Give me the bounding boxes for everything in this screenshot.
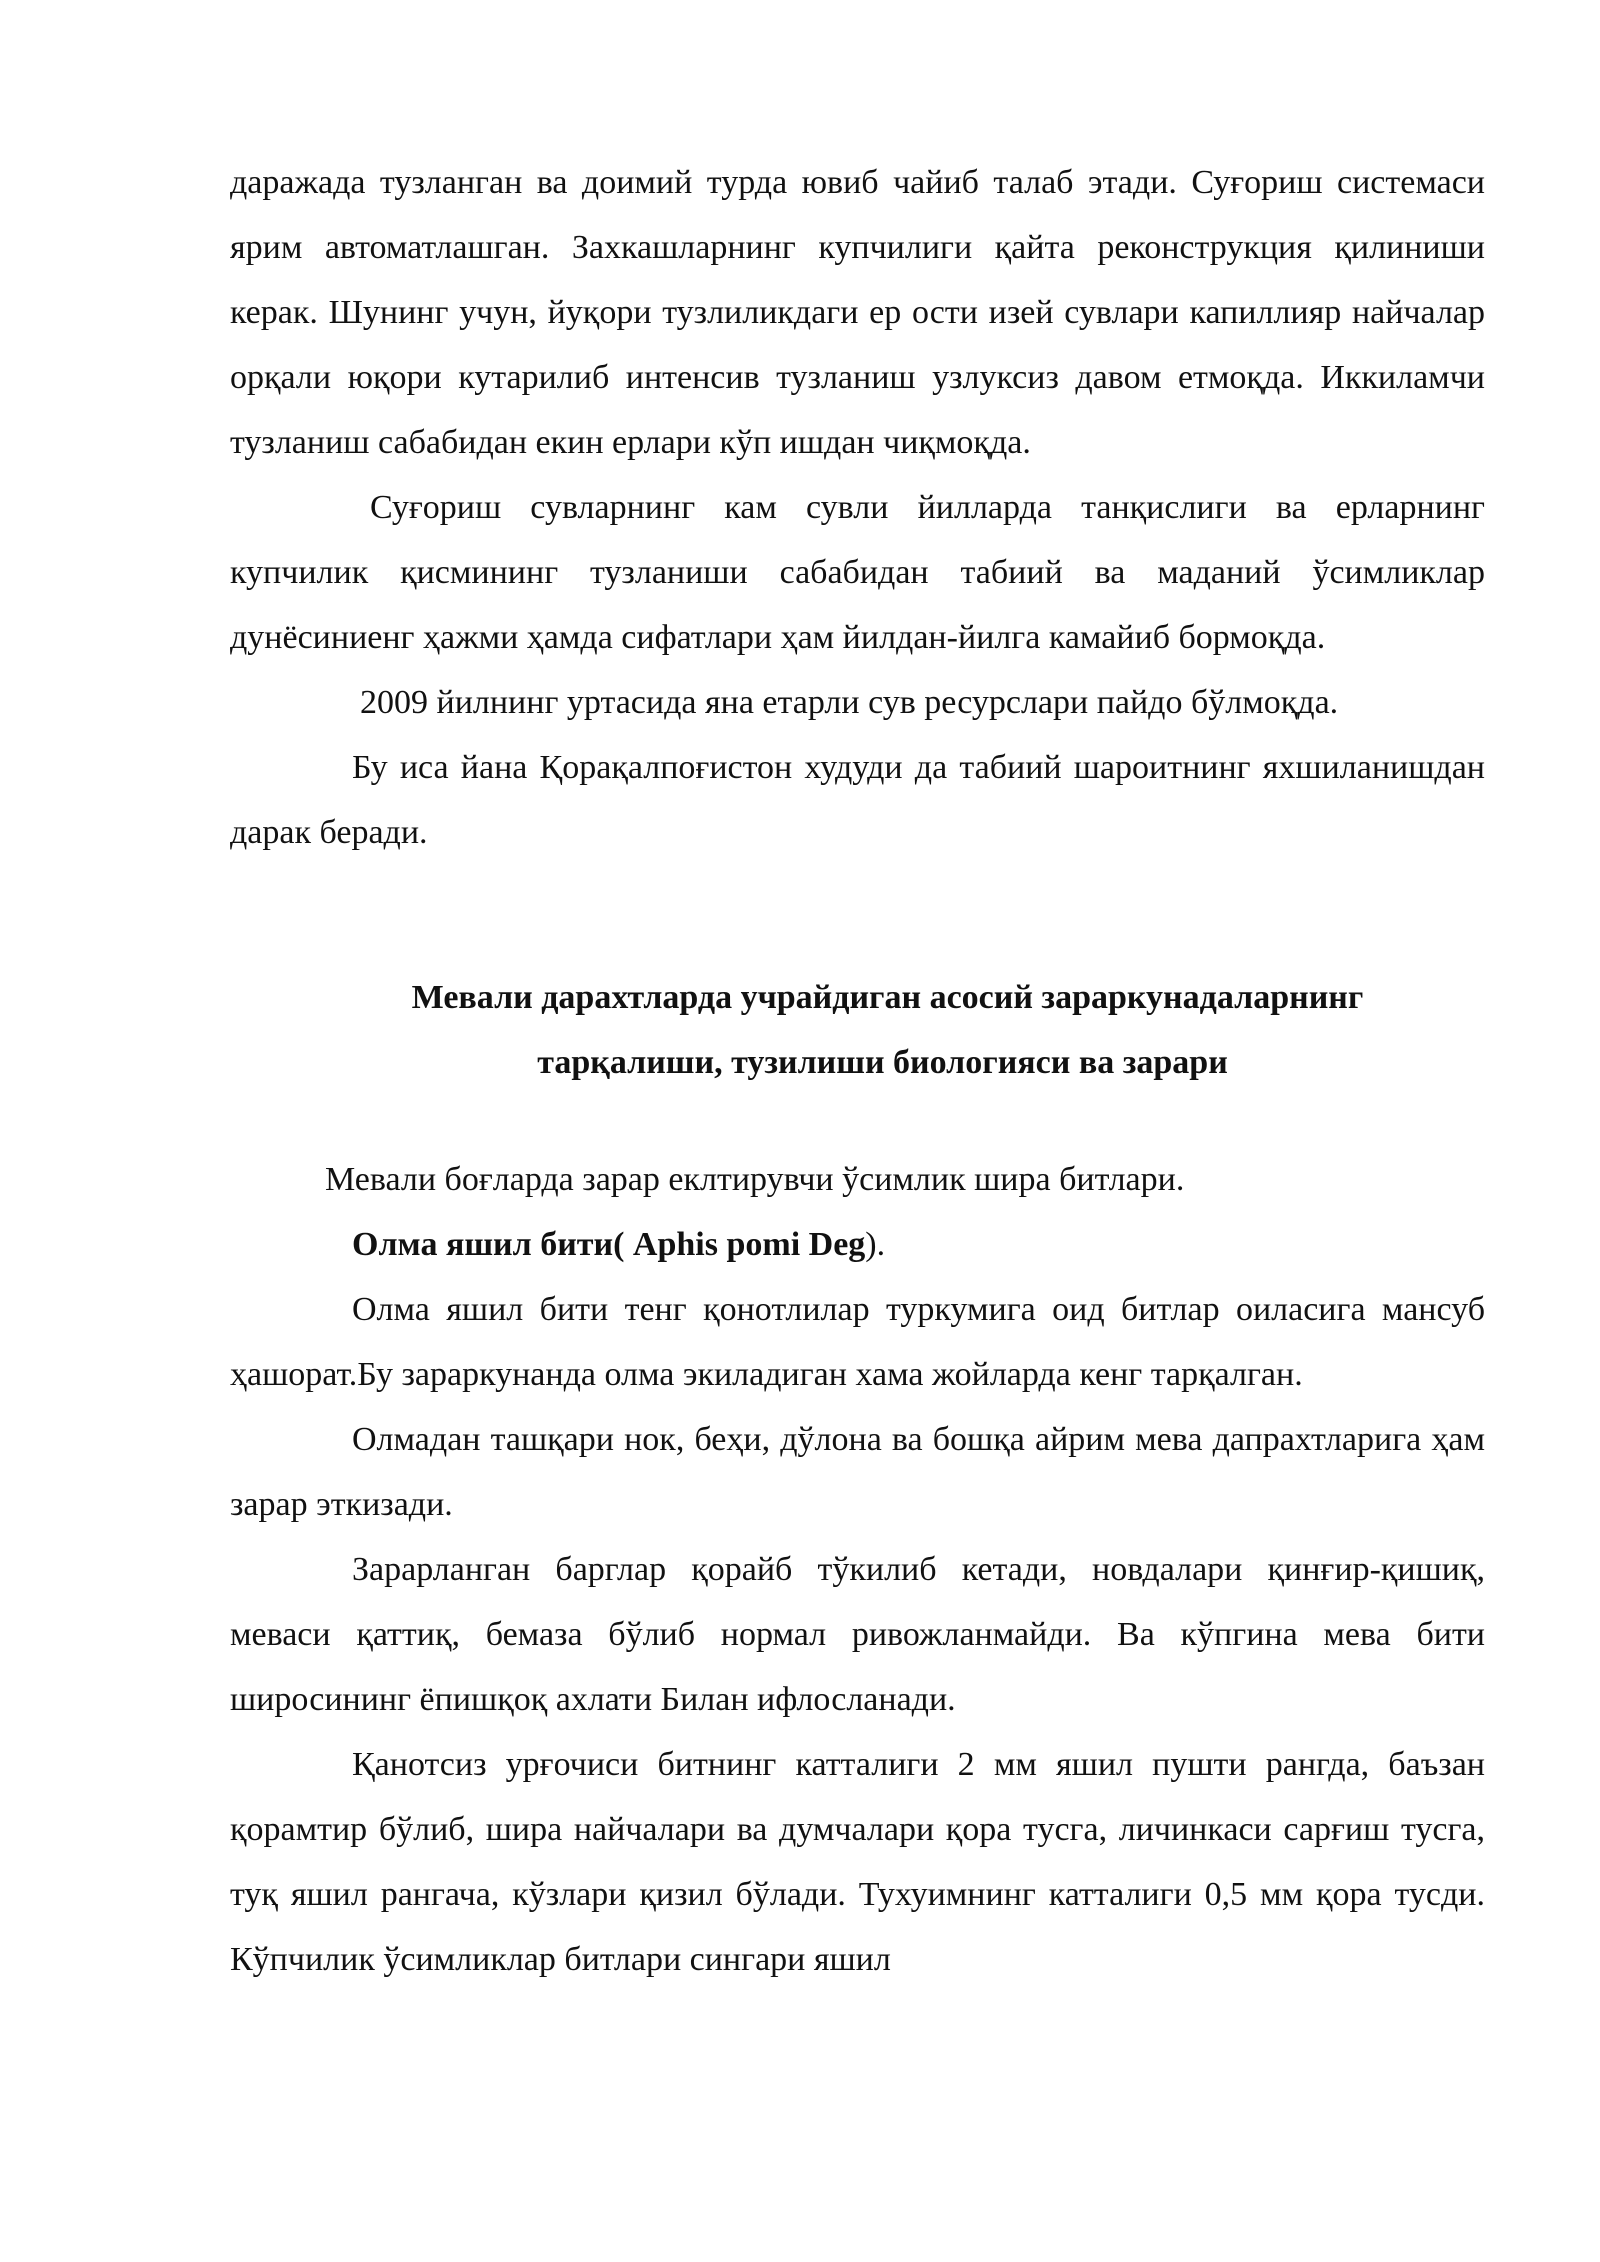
- section-heading-line-2: тарқалиши, тузилиши биологияси ва зарари: [537, 1044, 1228, 1081]
- section-heading: [230, 965, 1485, 1095]
- paragraph-species-title: [230, 1212, 1485, 1277]
- paragraph-karakalpakstan: Бу иса йана Қорақалпоғистон худуди да табиий шароитнинг яхшиланишдан дарак беради.: [230, 749, 1485, 851]
- species-name-end: ).: [865, 1226, 886, 1263]
- document-page: [230, 150, 1485, 1992]
- paragraph-damage: Зарарланган барглар қорайб тўкилиб кетади, новдалари қинғир-қишиқ, меваси қаттиқ, бемаза бўлиб нормал ривожланмайди. Ва кўпгина мева бити широсининг ёпишқоқ ахлати Билан ифлосланади.: [230, 1551, 1485, 1718]
- paragraph-host-plants: Олмадан ташқари нок, беҳи, дўлона ва бошқа айрим мева дапрахтларига ҳам зарар эткизади.: [230, 1421, 1485, 1523]
- spacer: [230, 865, 1485, 965]
- paragraph-2009-resources: 2009 йилнинг уртасида яна етарли сув ресурслари пайдо бўлмоқда.: [360, 684, 1339, 721]
- paragraph-aphids-intro: Мевали боғларда зарар еклтирувчи ўсимлик шира битлари.: [325, 1161, 1185, 1198]
- species-name: Олма яшил бити( Aphis pomi Deg: [352, 1226, 866, 1263]
- section-heading-line-1: Мевали дарахтларда учрайдиган асосий зараркунадаларнинг: [411, 979, 1364, 1016]
- paragraph-species-description: Олма яшил бити тенг қонотлилар туркумига оид битлар оиласига мансуб ҳашорат.Бу зараркунанда олма экиладиган хама жойларда кенг тарқалган.: [230, 1291, 1485, 1393]
- spacer: [230, 1095, 1485, 1147]
- paragraph-water-shortage: Суғориш сувларнинг кам сувли йилларда танқислиги ва ерларнинг купчилик қисмининг тузланиши сабабидан табиий ва маданий ўсимликлар дунёсиниенг ҳажми ҳамда сифатлари ҳам йилдан-йилга камайиб бормоқда.: [230, 489, 1485, 656]
- paragraph-morphology: Қанотсиз урғочиси битнинг катталиги 2 мм яшил пушти рангда, баъзан қорамтир бўлиб, шира найчалари ва думчалари қора тусга, личинкаси сарғиш тусга, туқ яшил рангача, кўзлари қизил бўлади. Тухуимнинг катталиги 0,5 мм қора тусди. Кўпчилик ўсимликлар битлари сингари яшил: [230, 1746, 1485, 1978]
- paragraph-salinization: даражада тузланган ва доимий турда ювиб чайиб талаб этади. Суғориш системаси ярим автоматлашган. Захкашларнинг купчилиги қайта реконструкция қилиниши керак. Шунинг учун, йуқори тузлиликдаги ер ости изей сувлари капиллияр найчалар орқали юқори кутарилиб интенсив тузланиш узлуксиз давом етмоқда. Иккиламчи тузланиш сабабидан екин ерлари кўп ишдан чиқмоқда.: [230, 164, 1485, 461]
